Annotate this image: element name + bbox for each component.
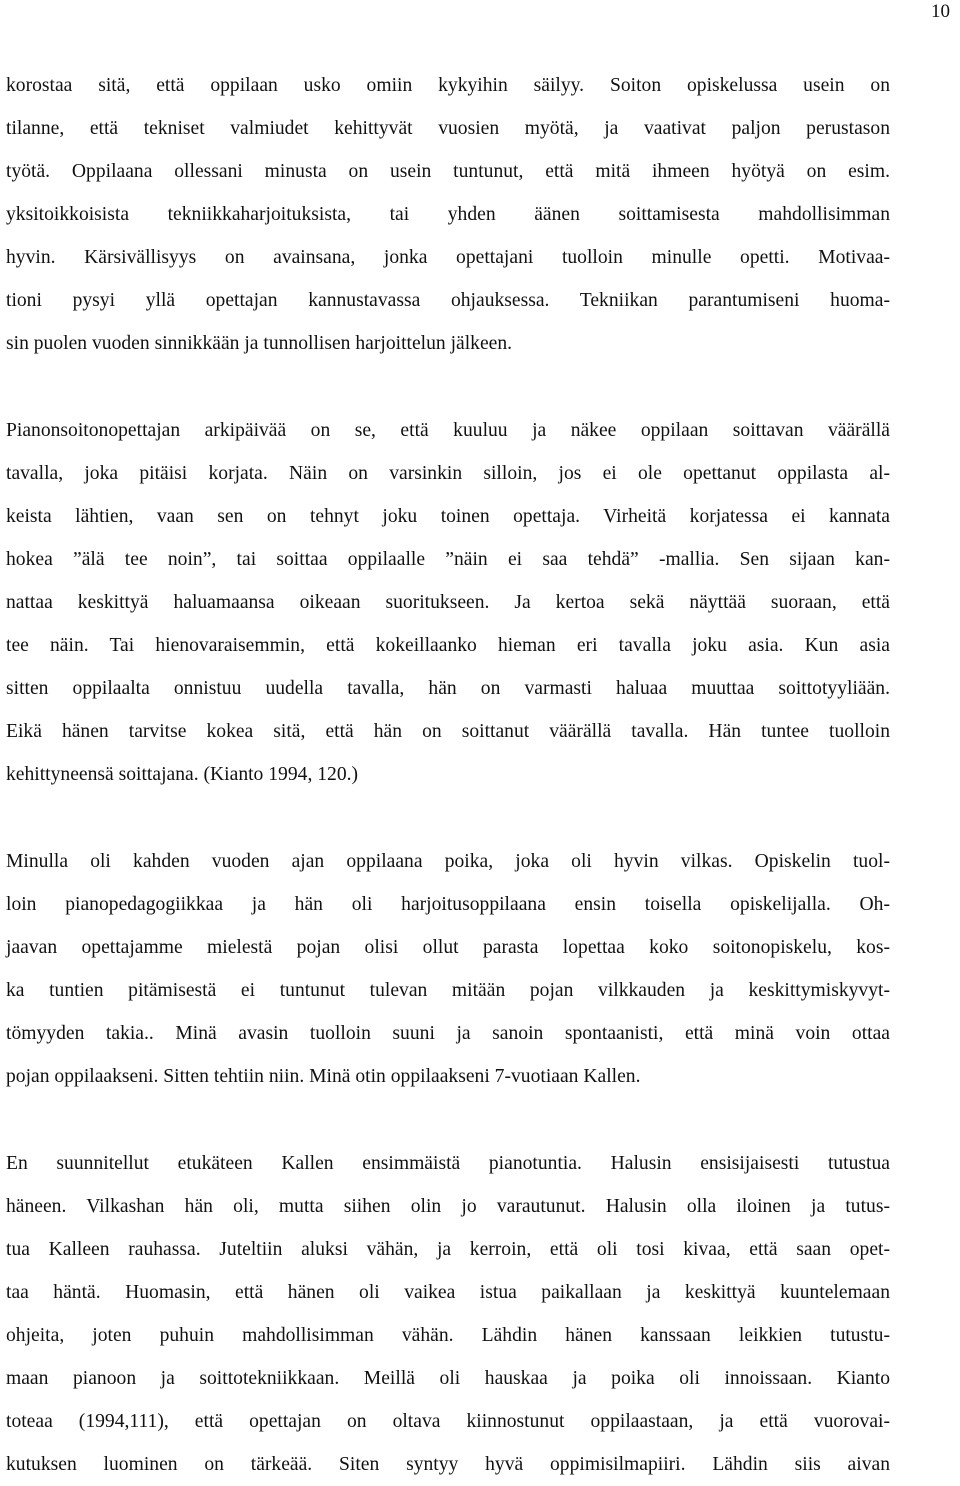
text-line: sin puolen vuoden sinnikkään ja tunnollisen harjoittelun jälkeen.	[6, 333, 513, 354]
paragraph-2	[6, 409, 890, 796]
text-line: nattaa keskittyä haluamaansa oikeaan suoritukseen. Ja kertoa sekä näyttää suoraan, että	[6, 592, 890, 613]
text-line: Minulla oli kahden vuoden ajan oppilaana poika, joka oli hyvin vilkas. Opiskelin tuol-	[6, 851, 890, 872]
text-line: tua Kalleen rauhassa. Juteltiin aluksi vähän, ja kerroin, että oli tosi kivaa, että saan opet-	[6, 1239, 890, 1260]
text-line: työtä. Oppilaana ollessani minusta on usein tuntunut, että mitä ihmeen hyötyä on esim.	[6, 161, 890, 182]
paragraph-1	[6, 64, 890, 365]
text-line: tömyyden takia.. Minä avasin tuolloin suuni ja sanoin spontaanisti, että minä voin ottaa	[6, 1023, 890, 1044]
text-line: korostaa sitä, että oppilaan usko omiin kykyihin säilyy. Soiton opiskelussa usein on	[6, 75, 890, 96]
text-line: Eikä hänen tarvitse kokea sitä, että hän on soittanut väärällä tavalla. Hän tuntee tuolloin	[6, 721, 890, 742]
text-line: hyvin. Kärsivällisyys on avainsana, jonka opettajani tuolloin minulle opetti. Motivaa-	[6, 247, 890, 268]
text-line: maan pianoon ja soittotekniikkaan. Meillä oli hauskaa ja poika oli innoissaan. Kianto	[6, 1368, 890, 1389]
text-line: ohjeita, joten puhuin mahdollisimman vähän. Lähdin hänen kanssaan leikkien tutustu-	[6, 1325, 890, 1346]
text-line: ka tuntien pitämisestä ei tuntunut tulevan mitään pojan vilkkauden ja keskittymiskyvyt-	[6, 980, 890, 1001]
text-line: sitten oppilaalta onnistuu uudella tavalla, hän on varmasti haluaa muuttaa soittotyyliään.	[6, 678, 890, 699]
text-line: häneen. Vilkashan hän oli, mutta siihen olin jo varautunut. Halusin olla iloinen ja tutus-	[6, 1196, 890, 1217]
text-line: yksitoikkoisista tekniikkaharjoituksista, tai yhden äänen soittamisesta mahdollisimman	[6, 204, 890, 225]
text-line: keista lähtien, vaan sen on tehnyt joku toinen opettaja. Virheitä korjatessa ei kannata	[6, 506, 890, 527]
text-line: En suunnitellut etukäteen Kallen ensimmäistä pianotuntia. Halusin ensisijaisesti tutustua	[6, 1153, 890, 1174]
text-line: tilanne, että tekniset valmiudet kehittyvät vuosien myötä, ja vaativat paljon perustason	[6, 118, 890, 139]
paragraph-4	[6, 1142, 890, 1486]
text-line: loin pianopedagogiikkaa ja hän oli harjoitusoppilaana ensin toisella opiskelijalla. Oh-	[6, 894, 890, 915]
text-line: taa häntä. Huomasin, että hänen oli vaikea istua paikallaan ja keskittyä kuuntelemaan	[6, 1282, 890, 1303]
text-line: hokea ”älä tee noin”, tai soittaa oppilaalle ”näin ei saa tehdä” -mallia. Sen sijaan kan-	[6, 549, 890, 570]
text-line: kehittyneensä soittajana. (Kianto 1994, 120.)	[6, 764, 359, 785]
page-number: 10	[931, 1, 950, 22]
text-line: tavalla, joka pitäisi korjata. Näin on varsinkin silloin, jos ei ole opettanut oppilasta al-	[6, 463, 890, 484]
text-line: toteaa (1994,111), että opettajan on oltava kiinnostunut oppilaastaan, ja että vuorovai-	[6, 1411, 890, 1432]
text-line: kutuksen luominen on tärkeää. Siten syntyy hyvä oppimisilmapiiri. Lähdin siis aivan	[6, 1454, 890, 1475]
paragraph-3	[6, 840, 890, 1098]
text-line: tioni pysyi yllä opettajan kannustavassa ohjauksessa. Tekniikan parantumiseni huoma-	[6, 290, 890, 311]
text-line: Pianonsoitonopettajan arkipäivää on se, että kuuluu ja näkee oppilaan soittavan väärällä	[6, 420, 890, 441]
text-line: jaavan opettajamme mielestä pojan olisi ollut parasta lopettaa koko soitonopiskelu, kos-	[6, 937, 890, 958]
text-line: tee näin. Tai hienovaraisemmin, että kokeillaanko hieman eri tavalla joku asia. Kun asia	[6, 635, 890, 656]
text-line: pojan oppilaakseni. Sitten tehtiin niin. Minä otin oppilaakseni 7-vuotiaan Kallen.	[6, 1066, 641, 1087]
